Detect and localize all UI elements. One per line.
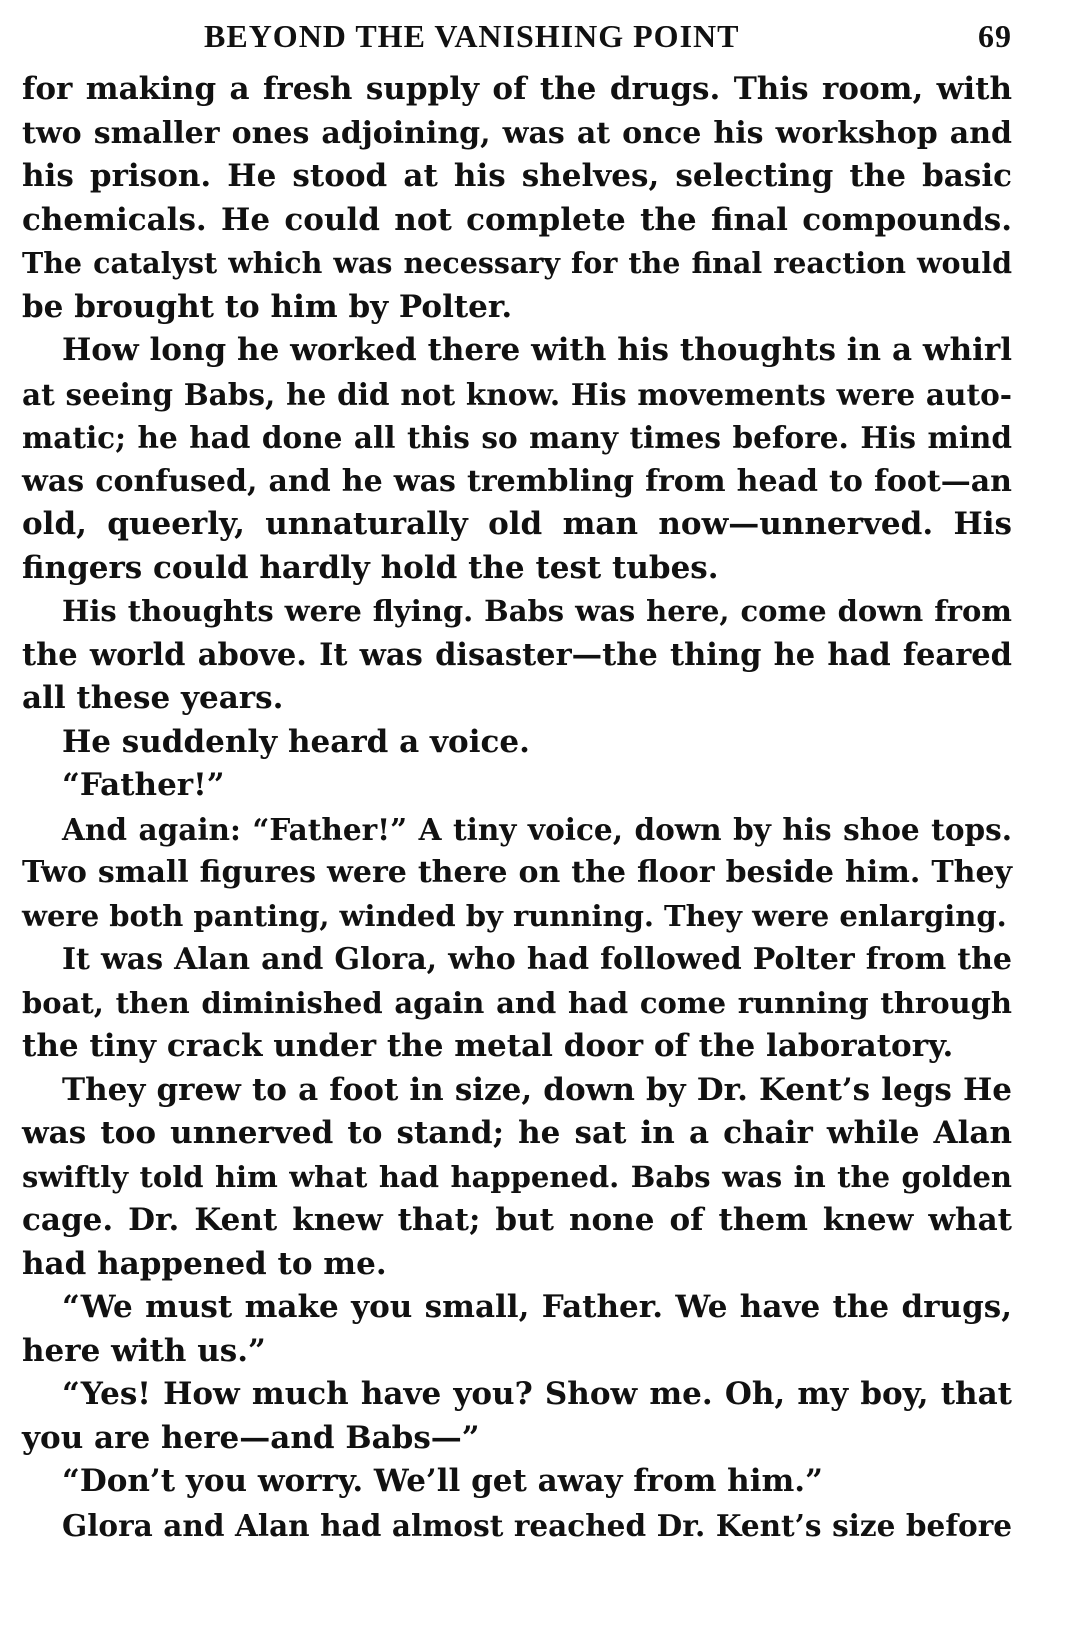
text-line: Two small figures were there on the floor beside him. They <box>22 855 1012 890</box>
text-line: chemicals. He could not complete the final compounds. <box>22 201 1012 238</box>
text-line: And again: “Father!” A tiny voice, down by his shoe tops. <box>62 811 1012 847</box>
text-line: the tiny crack under the metal door of the laboratory. <box>22 1028 954 1064</box>
text-line: old, queerly, unnaturally old man now—unnerved. His <box>22 506 1012 542</box>
text-line: two smaller ones adjoining, was at once his workshop and <box>22 115 1012 151</box>
text-line: fingers could hardly hold the test tubes. <box>22 549 719 586</box>
text-line: was too unnerved to stand; he sat in a chair while Alan <box>22 1115 1012 1151</box>
text-line: his prison. He stood at his shelves, selecting the basic <box>22 158 1012 194</box>
text-line: “Yes! How much have you? Show me. Oh, my boy, that <box>62 1376 1012 1412</box>
text-line: It was Alan and Glora, who had followed Polter from the <box>62 942 1012 977</box>
text-line: had happened to me. <box>22 1245 387 1282</box>
text-line: be brought to him by Polter. <box>22 288 513 325</box>
text-line: “Father!” <box>62 767 225 803</box>
text-line: The catalyst which was necessary for the final reaction would <box>22 246 1012 280</box>
text-line: was confused, and he was trembling from head to foot—an <box>22 463 1012 499</box>
text-line: cage. Dr. Kent knew that; but none of them knew what <box>22 1202 1012 1238</box>
text-line: “Don’t you worry. We’ll get away from him.” <box>62 1463 823 1499</box>
running-title: BEYOND THE VANISHING POINT <box>204 18 740 54</box>
text-line: boat, then diminished again and had come running through <box>22 985 1012 1020</box>
text-line: He suddenly heard a voice. <box>62 723 530 760</box>
text-line: for making a fresh supply of the drugs. This room, with <box>22 71 1012 107</box>
text-line: were both panting, winded by running. They were enlarging. <box>22 898 1007 933</box>
text-line: you are here—and Babs—” <box>22 1419 480 1456</box>
text-line: all these years. <box>22 680 284 716</box>
page-number: 69 <box>978 18 1012 54</box>
text-line: the world above. It was disaster—the thing he had feared <box>22 636 1012 673</box>
book-page <box>22 14 1012 1547</box>
text-line: matic; he had done all this so many times before. His mind <box>22 420 1012 455</box>
running-header <box>22 14 1012 68</box>
text-line: His thoughts were flying. Babs was here, come down from <box>62 594 1012 628</box>
text-line: Glora and Alan had almost reached Dr. Kent’s size before <box>62 1507 1012 1543</box>
text-line: How long he worked there with his thoughts in a whirl <box>62 332 1012 368</box>
text-line: here with us.” <box>22 1332 266 1369</box>
body-text <box>22 68 1012 1547</box>
text-line: They grew to a foot in size, down by Dr. Kent’s legs He <box>62 1071 1012 1108</box>
text-line: at seeing Babs, he did not know. His movements were auto- <box>22 376 1012 412</box>
text-line: swiftly told him what had happened. Babs was in the golden <box>22 1159 1012 1194</box>
text-line: “We must make you small, Father. We have the drugs, <box>62 1289 1012 1325</box>
